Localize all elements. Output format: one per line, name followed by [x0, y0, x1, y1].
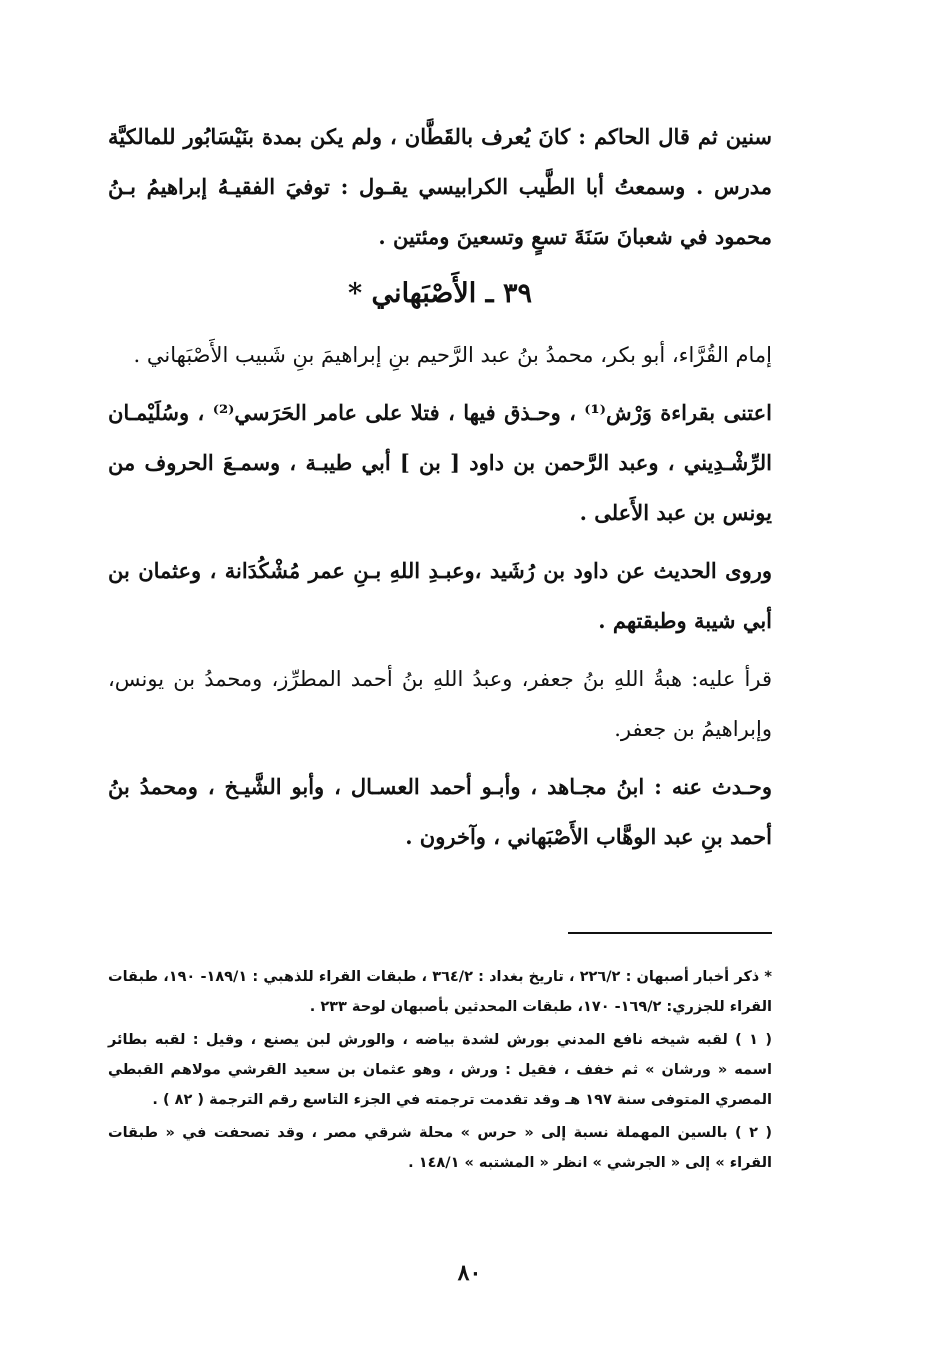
- entry-heading: ٣٩ ـ الأَصْبَهاني *: [348, 278, 532, 309]
- paragraph-1: إمام القُرَّاء، أبو بكر، محمدُ بنُ عبد الرَّحيم بنِ إبراهيمَ بنِ شَبيب الأَصْبَهاني .: [133, 343, 772, 367]
- intro-paragraph: سنين ثم قال الحاكم : كانَ يُعرف بالقَطَّان ، ولم يكن بمدة بنَيْسَابُور للمالكيَّة مدرس . وسمعتُ أبا الطَّيب الكرابيسي يقـول : توفيَ الفقيـهُ إبراهيمُ بـنُ محمود في شعبانَ سَنَةَ تسعٍ وتسعينَ ومئتين .: [108, 124, 772, 249]
- paragraph-4: قرأ عليه: هبةُ اللهِ بنُ جعفر، وعبدُ اللهِ بنُ أحمد المطرِّز، ومحمدُ بن يونس، وإبراهيمُ بن جعفر.: [108, 667, 772, 741]
- page-number: ٨٠: [457, 1260, 482, 1286]
- paragraph-5: وحـدث عنه : ابنُ مجـاهد ، وأبـو أحمد العسـال ، وأبو الشَّيـخ ، ومحمدُ بنُ أحمد بنِ عبد الوهَّاب الأَصْبَهاني ، وآخرون .: [108, 774, 772, 849]
- footnote-1: ( ١ ) لقبه شيخه نافع المدني بورش لشدة بياضه ، والورش لبن يصنع ، وقيل : لقبه بطائر اسمه « ورشان » ثم خفف ، فقيل : ورش ، وهو عثمان بن سعيد القرشي مولاهم القبطي المصري المتوفى سنة ١٩٧ هـ وقد تقدمت ترجمته في الجزء التاسع رقم الترجمة ( ٨٢ ) .: [108, 1032, 772, 1108]
- footnote-divider: [568, 932, 772, 934]
- paragraph-2: اعتنى بقراءة وَرْش⁽¹⁾ ، وحـذق فيها ، فتلا على عامر الحَرَسي⁽²⁾ ، وسُلَيْمـان الرِّشْـدِيني ، وعبد الرَّحمن بن داود [ بن ] أبي طيبـة ، وسمـعَ الحروف من يونس بن عبد الأَعلى .: [108, 400, 772, 525]
- footnotes: [108, 962, 772, 1181]
- main-text: [108, 112, 772, 862]
- footnote-sources: * ذكر أخبار أصبهان : ٢٢٦/٢ ، تاريخ بغداد : ٣٦٤/٢ ، طبقات القراء للذهبي : ١٨٩/١- ١٩٠، طبقات القراء للجزري: ١٦٩/٢- ١٧٠، طبقات المحدثين بأصبهان لوحة ٢٣٣ .: [108, 969, 772, 1015]
- paragraph-3: وروى الحديث عن داود بن رُشَيد ،وعبـدِ اللهِ بـنِ عمر مُشْكُدَانة ، وعثمان بن أبي شيبة وطبقتهم .: [108, 558, 772, 633]
- footnote-2: ( ٢ ) بالسين المهملة نسبة إلى « حرس » محلة شرقي مصر ، وقد تصحفت في « طبقات القراء » إلى « الجرشي » انظر « المشتبه » ١٤٨/١ .: [108, 1125, 772, 1171]
